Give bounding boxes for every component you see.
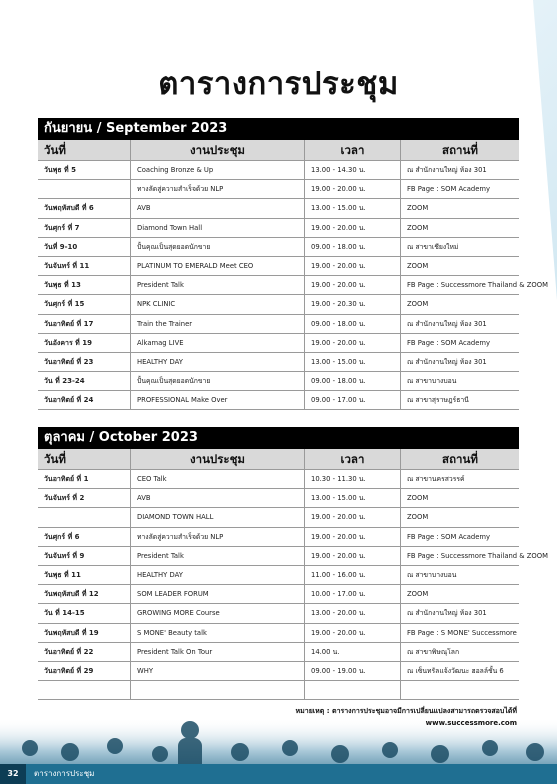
- row-event: Alkamag LIVE: [130, 334, 304, 352]
- footer-label: ตารางการประชุม: [34, 769, 95, 778]
- table-row: [38, 662, 519, 681]
- row-time: 14.00 น.: [304, 643, 400, 661]
- table-row: [38, 257, 519, 276]
- column-time: เวลา: [304, 449, 400, 469]
- table-row: [38, 585, 519, 604]
- row-time: 19.00 - 20.00 น.: [304, 257, 400, 275]
- row-place: [400, 681, 519, 699]
- row-day: [38, 681, 130, 699]
- row-event: HEALTHY DAY: [130, 353, 304, 371]
- row-day: [38, 508, 130, 526]
- row-day: วันอาทิตย์ ที่ 29: [44, 666, 94, 675]
- table-row: [38, 315, 519, 334]
- row-day: วันศุกร์ ที่ 6: [44, 532, 80, 541]
- row-time: 09.00 - 18.00 น.: [304, 372, 400, 390]
- row-place: ZOOM: [400, 199, 519, 217]
- row-time: 10.30 - 11.30 น.: [304, 470, 400, 488]
- row-place: FB Page : SOM Academy: [400, 180, 519, 198]
- row-time: 19.00 - 20.00 น.: [304, 528, 400, 546]
- row-time: 09.00 - 18.00 น.: [304, 238, 400, 256]
- row-time: 19.00 - 20.00 น.: [304, 624, 400, 642]
- row-time: 19.00 - 20.00 น.: [304, 219, 400, 237]
- table-row: [38, 276, 548, 295]
- row-place: FB Page : Successmore Thailand & ZOOM: [400, 547, 519, 565]
- row-event: SOM LEADER FORUM: [130, 585, 304, 603]
- table-row: [38, 161, 519, 180]
- column-day: วันที่: [44, 452, 66, 466]
- row-event: AVB: [130, 489, 304, 507]
- row-event: ทางลัดสู่ความสำเร็จด้วย NLP: [130, 528, 304, 546]
- column-day: วันที่: [44, 143, 66, 157]
- table-row: [38, 391, 519, 410]
- table-row: [38, 547, 548, 566]
- row-event: President Talk: [130, 547, 304, 565]
- row-day: วัน ที่ 23-24: [44, 377, 85, 386]
- table-row: [38, 566, 519, 585]
- table-row: [38, 624, 519, 643]
- row-day: วันอาทิตย์ ที่ 24: [44, 396, 94, 405]
- row-time: 10.00 - 17.00 น.: [304, 585, 400, 603]
- september-rows: [38, 161, 548, 410]
- row-day: วัน ที่ 14-15: [44, 609, 85, 618]
- row-event: ทางลัดสู่ความสำเร็จด้วย NLP: [130, 180, 304, 198]
- row-event: S MONE' Beauty talk: [130, 624, 304, 642]
- table-row: [38, 528, 519, 547]
- row-day: วันอาทิตย์ ที่ 1: [44, 475, 89, 483]
- row-event: NPK CLINIC: [130, 295, 304, 313]
- row-time: 13.00 - 15.00 น.: [304, 489, 400, 507]
- column-header-row: [38, 449, 519, 470]
- row-place: ณ เซ็นทรัลแจ้งวัฒนะ ฮอลล์ชั้น 6: [400, 662, 519, 680]
- row-event: HEALTHY DAY: [130, 566, 304, 584]
- october-section: [38, 427, 548, 700]
- row-place: ZOOM: [400, 219, 519, 237]
- row-day: วันศุกร์ ที่ 7: [44, 223, 80, 232]
- table-row: [38, 470, 519, 489]
- table-row: [38, 643, 519, 662]
- table-row: [38, 508, 519, 527]
- row-place: ณ สาขาสุราษฎร์ธานี: [400, 391, 519, 409]
- column-time: เวลา: [304, 140, 400, 160]
- row-day: วันอาทิตย์ ที่ 23: [44, 357, 94, 366]
- row-day: วันจันทร์ ที่ 11: [44, 261, 90, 270]
- row-place: ณ สำนักงานใหญ่ ห้อง 301: [400, 161, 519, 179]
- row-place: ZOOM: [400, 508, 519, 526]
- section-heading: กันยายน / September 2023: [38, 118, 519, 140]
- row-event: Coaching Bronze & Up: [130, 161, 304, 179]
- row-event: Diamond Town Hall: [130, 219, 304, 237]
- table-row: [38, 372, 519, 391]
- row-event: President Talk: [130, 276, 304, 294]
- row-time: [304, 681, 400, 699]
- column-event: งานประชุม: [130, 449, 304, 469]
- row-place: ZOOM: [400, 295, 519, 313]
- row-time: 09.00 - 19.00 น.: [304, 662, 400, 680]
- row-place: ณ สำนักงานใหญ่ ห้อง 301: [400, 315, 519, 333]
- row-event: AVB: [130, 199, 304, 217]
- row-day: วันอาทิตย์ ที่ 17: [44, 319, 94, 328]
- row-place: FB Page : SOM Academy: [400, 334, 519, 352]
- table-row: [38, 334, 519, 353]
- row-day: วันศุกร์ ที่ 15: [44, 300, 85, 309]
- row-time: 19.00 - 20.00 น.: [304, 180, 400, 198]
- note-text: หมายเหตุ : ตารางการประชุมอาจมีการเปลี่ยนแปลงสามารถตรวจสอบได้ที่: [295, 707, 517, 715]
- row-time: 13.00 - 15.00 น.: [304, 199, 400, 217]
- row-day: วันอังคาร ที่ 19: [44, 338, 92, 347]
- row-place: FB Page : Successmore Thailand & ZOOM: [400, 276, 519, 294]
- row-day: วันที่ 9-10: [44, 242, 78, 251]
- table-row: [38, 199, 519, 218]
- row-place: FB Page : SOM Academy: [400, 528, 519, 546]
- row-event: [130, 681, 304, 699]
- row-day: วันอาทิตย์ ที่ 22: [44, 647, 94, 656]
- september-section: [38, 118, 548, 410]
- row-place: ณ สาขานครสวรรค์: [400, 470, 519, 488]
- row-day: วันพฤหัสบดี ที่ 12: [44, 590, 99, 599]
- row-event: ปั้นคุณเป็นสุดยอดนักขาย: [130, 238, 304, 256]
- row-place: ณ สาขาบางบอน: [400, 566, 519, 584]
- row-event: PLATINUM TO EMERALD Meet CEO: [130, 257, 304, 275]
- row-time: 09.00 - 17.00 น.: [304, 391, 400, 409]
- row-place: ณ สำนักงานใหญ่ ห้อง 301: [400, 353, 519, 371]
- row-event: PROFESSIONAL Make Over: [130, 391, 304, 409]
- page-number: 32: [0, 764, 26, 784]
- table-row: [38, 489, 519, 508]
- row-place: ณ สาขาบางบอน: [400, 372, 519, 390]
- row-place: ZOOM: [400, 489, 519, 507]
- section-heading: ตุลาคม / October 2023: [38, 427, 519, 449]
- row-place: ณ สาขาเชียงใหม่: [400, 238, 519, 256]
- column-header-row: [38, 140, 519, 161]
- column-event: งานประชุม: [130, 140, 304, 160]
- row-day: วันจันทร์ ที่ 9: [44, 551, 85, 560]
- row-time: 13.00 - 15.00 น.: [304, 353, 400, 371]
- table-row: [38, 604, 519, 623]
- column-place: สถานที่: [400, 449, 519, 469]
- column-place: สถานที่: [400, 140, 519, 160]
- row-time: 13.00 - 14.30 น.: [304, 161, 400, 179]
- row-event: ปั้นคุณเป็นสุดยอดนักขาย: [130, 372, 304, 390]
- row-event: CEO Talk: [130, 470, 304, 488]
- row-place: ZOOM: [400, 257, 519, 275]
- table-row: [38, 219, 519, 238]
- row-event: Train the Trainer: [130, 315, 304, 333]
- row-time: 11.00 - 16.00 น.: [304, 566, 400, 584]
- table-row: [38, 681, 519, 700]
- row-time: 19.00 - 20.00 น.: [304, 334, 400, 352]
- row-place: FB Page : S MONE' Successmore: [400, 624, 519, 642]
- row-time: 09.00 - 18.00 น.: [304, 315, 400, 333]
- page-title: ตารางการประชุม: [158, 66, 399, 102]
- october-rows: [38, 470, 548, 700]
- row-day: วันพฤหัสบดี ที่ 19: [44, 628, 99, 637]
- table-row: [38, 180, 519, 199]
- table-row: [38, 353, 519, 372]
- table-row: [38, 295, 519, 314]
- row-place: ณ สำนักงานใหญ่ ห้อง 301: [400, 604, 519, 622]
- row-day: วันจันทร์ ที่ 2: [44, 494, 85, 503]
- row-time: 19.00 - 20.00 น.: [304, 547, 400, 565]
- row-place: ณ สาขาพิษณุโลก: [400, 643, 519, 661]
- row-time: 19.00 - 20.00 น.: [304, 276, 400, 294]
- row-day: [38, 180, 130, 198]
- row-event: President Talk On Tour: [130, 643, 304, 661]
- row-time: 19.00 - 20.30 น.: [304, 295, 400, 313]
- table-row: [38, 238, 519, 257]
- row-day: วันพฤหัสบดี ที่ 6: [44, 204, 94, 213]
- row-event: GROWING MORE Course: [130, 604, 304, 622]
- row-day: วันพุธ ที่ 11: [44, 570, 81, 579]
- row-day: วันพุธ ที่ 13: [44, 281, 81, 290]
- row-event: DIAMOND TOWN HALL: [130, 508, 304, 526]
- row-place: ZOOM: [400, 585, 519, 603]
- row-time: 13.00 - 20.00 น.: [304, 604, 400, 622]
- website-link[interactable]: www.successmore.com: [425, 719, 517, 727]
- row-day: วันพุธ ที่ 5: [44, 166, 76, 174]
- row-event: WHY: [130, 662, 304, 680]
- row-time: 19.00 - 20.00 น.: [304, 508, 400, 526]
